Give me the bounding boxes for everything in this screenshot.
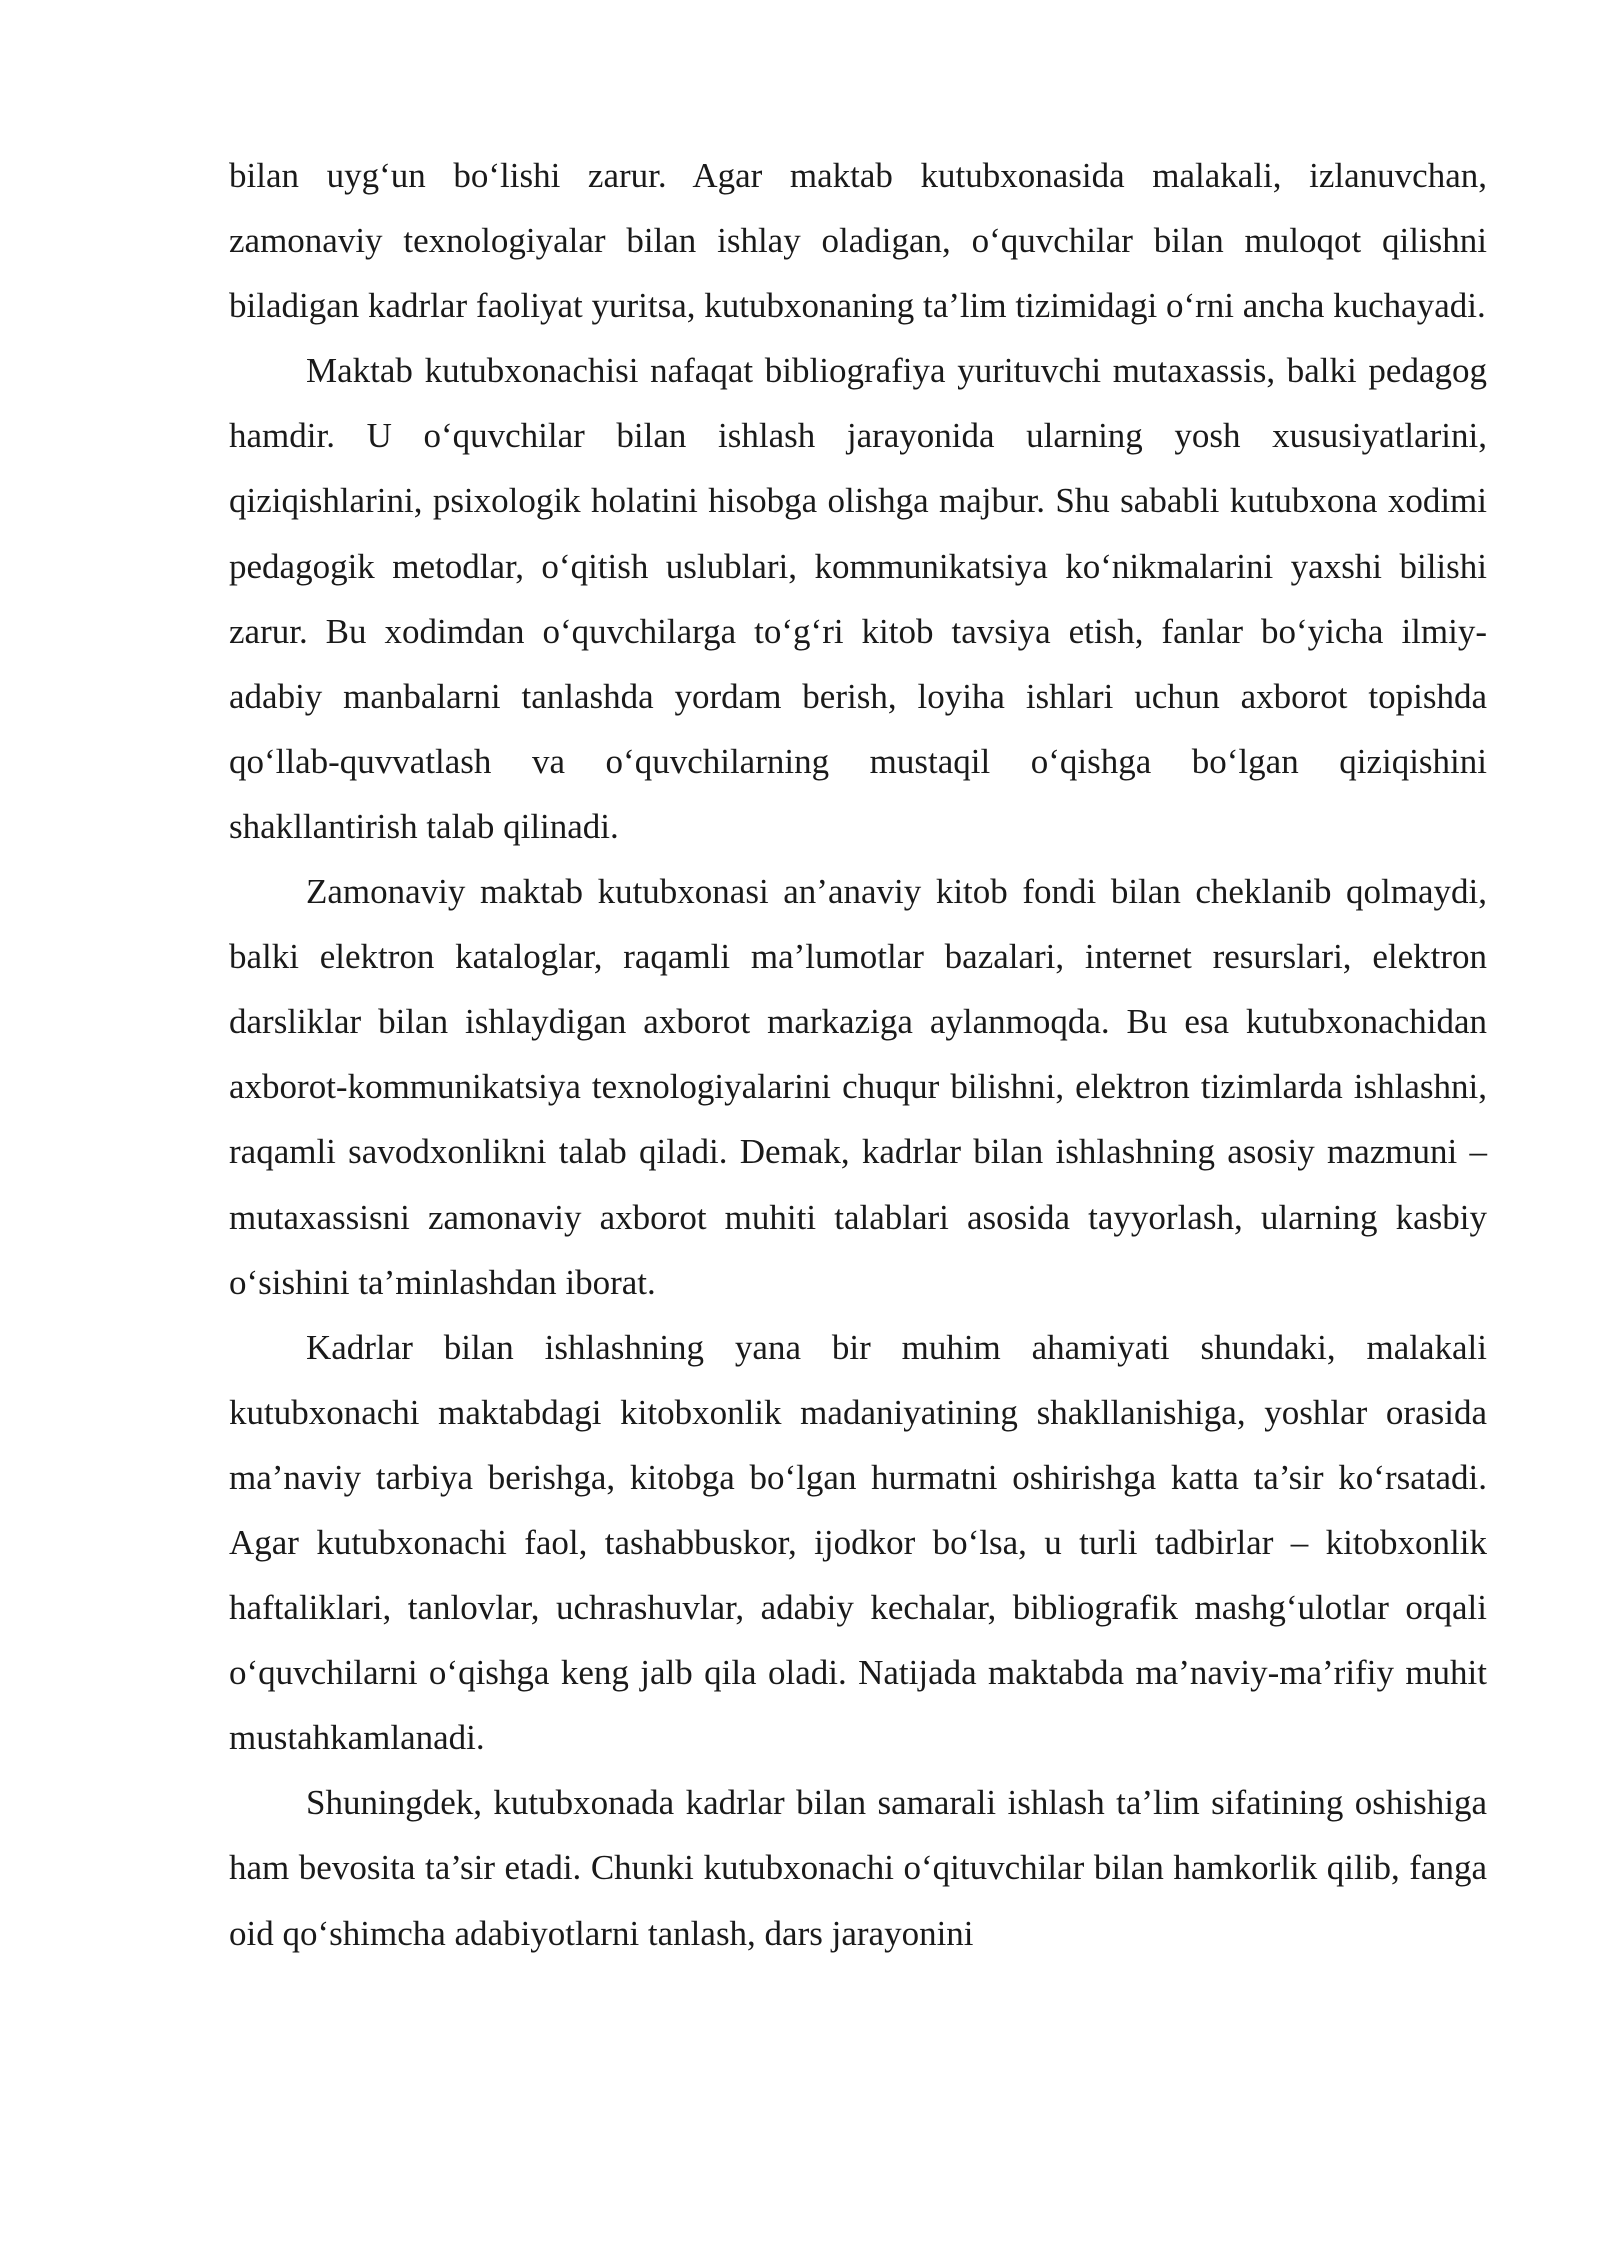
- paragraph-reading-culture: Kadrlar bilan ishlashning yana bir muhim ahamiyati shundaki, malakali kutubxonachi maktabdagi kitobxonlik madaniyatining shakllanishiga, yoshlar orasida ma’naviy tarbiya berishga, kitobga bo‘lgan hurmatni oshirishga katta ta’sir ko‘rsatadi. Agar kutubxonachi faol, tashabbuskor, ijodkor bo‘lsa, u turli tadbirlar – kitobxonlik haftaliklari, tanlovlar, uchrashuvlar, adabiy kechalar, bibliografik mashg‘ulotlar orqali o‘quvchilarni o‘qishga keng jalb qila oladi. Natijada maktabda ma’naviy-ma’rifiy muhit mustahkamlanadi.: [229, 1327, 1487, 1758]
- paragraph-modern-library: Zamonaviy maktab kutubxonasi an’anaviy kitob fondi bilan cheklanib qolmaydi, balki elektron kataloglar, raqamli ma’lumotlar bazalari, internet resurslari, elektron darsliklar bilan ishlaydigan axborot markaziga aylanmoqda. Bu esa kutubxonachidan axborot-kommunikatsiya texnologiyalarini chuqur bilishni, elektron tizimlarda ishlashni, raqamli savodxonlikni talab qiladi. Demak, kadrlar bilan ishlashning asosiy mazmuni – mutaxassisni zamonaviy axborot muhiti talablari asosida tayyorlash, ularning kasbiy o‘sishini ta’minlashdan iborat.: [229, 872, 1487, 1302]
- paragraph-continuation: bilan uyg‘un bo‘lishi zarur. Agar maktab kutubxonasida malakali, izlanuvchan, zamonaviy texnologiyalar bilan ishlay oladigan, o‘quvchilar bilan muloqot qilishni biladigan kadrlar faoliyat yuritsa, kutubxonaning ta’lim tizimidagi o‘rni ancha kuchayadi.: [229, 156, 1487, 326]
- paragraph-librarian-role: Maktab kutubxonachisi nafaqat bibliografiya yurituvchi mutaxassis, balki pedagog hamdir. U o‘quvchilar bilan ishlash jarayonida ularning yosh xususiyatlarini, qiziqishlarini, psixologik holatini hisobga olishga majbur. Shu sababli kutubxona xodimi pedagogik metodlar, o‘qitish uslublari, kommunikatsiya ko‘nikmalarini yaxshi bilishi zarur. Bu xodimdan o‘quvchilarga to‘g‘ri kitob tavsiya etish, fanlar bo‘yicha ilmiy-adabiy manbalarni tanlashda yordam berish, loyiha ishlari uchun axborot topishda qo‘llab-quvvatlash va o‘quvchilarning mustaqil o‘qishga bo‘lgan qiziqishini shakllantirish talab qilinadi.: [229, 351, 1487, 846]
- document-body: [229, 143, 1487, 1966]
- paragraph-education-quality: Shuningdek, kutubxonada kadrlar bilan samarali ishlash ta’lim sifatining oshishiga ham bevosita ta’sir etadi. Chunki kutubxonachi o‘qituvchilar bilan hamkorlik qilib, fanga oid qo‘shimcha adabiyotlarni tanlash, dars jarayonini: [229, 1783, 1487, 1953]
